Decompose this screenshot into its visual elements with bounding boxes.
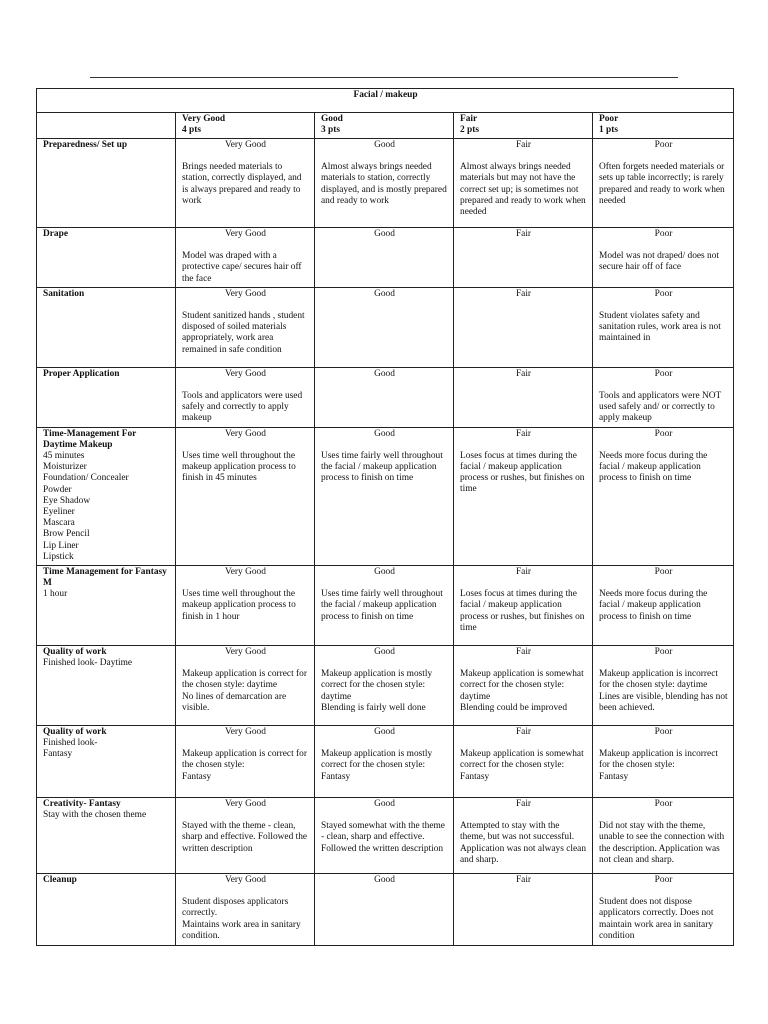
rating-description: Uses time well throughout the makeup application process to finish in 1 hour — [182, 589, 296, 622]
rating-level: Fair — [515, 647, 532, 658]
rating-level: Fair — [515, 727, 532, 738]
criterion-title: Creativity- Fantasy — [43, 799, 121, 810]
rating-cell — [593, 798, 734, 874]
rating-level: Good — [374, 799, 395, 810]
criterion-cell — [37, 228, 176, 288]
rating-description: Needs more focus during the facial / makeup application process to finish on time — [599, 450, 708, 484]
rating-level: Fair — [515, 875, 532, 886]
criterion-title: Drape — [43, 229, 68, 239]
rating-cell — [593, 367, 734, 427]
rating-cell — [593, 287, 734, 367]
rubric-row — [37, 726, 734, 798]
criterion-detail: Stay with the chosen theme — [43, 810, 147, 821]
criterion-detail: Moisturizer — [43, 462, 87, 473]
rating-level: Poor — [654, 727, 673, 738]
rating-cell — [315, 726, 454, 798]
rating-level: Good — [374, 288, 395, 299]
header-level-cell — [315, 113, 454, 139]
rubric-title: Facial / makeup — [37, 89, 734, 113]
rating-level: Poor — [654, 288, 673, 299]
rating-cell — [315, 646, 454, 726]
title-row — [37, 89, 734, 113]
rating-description: Makeup application is somewhat correct for the chosen style: daytime Blending could be improved — [460, 669, 584, 713]
rating-cell — [315, 139, 454, 228]
rating-cell — [315, 228, 454, 288]
rating-cell — [176, 427, 315, 565]
rating-description: Student violates safety and sanitation rules, work area is not maintained in — [599, 311, 721, 344]
criterion-cell — [37, 427, 176, 565]
criterion-title: Preparedness/ Set up — [43, 140, 128, 150]
rating-cell — [176, 228, 315, 288]
rating-cell — [454, 798, 593, 874]
header-criterion-cell — [37, 113, 176, 139]
criterion-title: Cleanup — [43, 875, 77, 886]
criterion-detail: Lip Liner — [43, 540, 79, 551]
rating-level: Poor — [654, 647, 673, 658]
level-points: 1 pts — [599, 124, 619, 135]
criterion-detail: Eye Shadow — [43, 495, 91, 506]
criterion-cell — [37, 287, 176, 367]
rating-level: Very Good — [225, 567, 266, 578]
rating-description: Needs more focus during the facial / makeup application process to finish on time — [599, 589, 708, 622]
criterion-title: Quality of work — [43, 727, 107, 738]
rating-description: Makeup application is somewhat correct for the chosen style: Fantasy — [460, 749, 584, 782]
rating-level: Fair — [515, 288, 532, 299]
rating-level: Good — [374, 875, 395, 886]
rating-cell — [454, 228, 593, 288]
rating-description: Loses focus at times during the facial / makeup application process or rushes, but finishes on time — [460, 450, 585, 495]
criterion-title: Quality of work — [43, 647, 107, 658]
rating-level: Very Good — [225, 288, 266, 299]
rating-description: Attempted to stay with the theme, but was not successful. Application was not always clean and sharp. — [460, 821, 587, 865]
rating-description: Makeup application is correct for the chosen style: Fantasy — [182, 749, 307, 782]
rating-description: Student sanitized hands , student disposed of soiled materials appropriately, work area remained in safe condition — [182, 311, 305, 355]
criterion-title: Sanitation — [43, 288, 85, 299]
rating-level: Good — [374, 428, 395, 439]
criterion-cell — [37, 726, 176, 798]
rating-description: Uses time well throughout the makeup application process to finish in 45 minutes — [182, 450, 296, 484]
rating-level: Poor — [654, 799, 673, 810]
rating-description: Did not stay with the theme, unable to see the connection with the description. Application was not clean and sharp. — [599, 821, 725, 865]
rating-cell — [454, 566, 593, 646]
criterion-title: Time Management for Fantasy M — [43, 567, 167, 589]
rating-cell — [176, 874, 315, 946]
criterion-cell — [37, 139, 176, 228]
rating-level: Good — [374, 647, 395, 658]
rating-cell — [454, 287, 593, 367]
rubric-table — [36, 88, 734, 946]
rubric-row — [37, 139, 734, 228]
level-points: 3 pts — [321, 124, 341, 135]
rating-cell — [176, 646, 315, 726]
rating-description: Stayed with the theme - clean, sharp and effective. Followed the written description — [182, 821, 308, 854]
criterion-detail: Lipstick — [43, 551, 74, 562]
rating-level: Fair — [515, 140, 532, 150]
rating-cell — [315, 566, 454, 646]
rating-level: Very Good — [225, 368, 266, 379]
rating-cell — [593, 139, 734, 228]
rating-cell — [315, 367, 454, 427]
rating-level: Fair — [515, 428, 532, 439]
rating-level: Fair — [515, 799, 532, 810]
rating-level: Poor — [654, 140, 673, 150]
criterion-detail: Fantasy — [43, 749, 73, 760]
rating-description: Student does not dispose applicators correctly. Does not maintain work area in sanitary condition — [599, 897, 714, 941]
rating-description: Uses time fairly well throughout the facial / makeup application process to finish on time — [321, 450, 443, 484]
rating-description: Makeup application is incorrect for the chosen style: daytime Lines are visible, blending has not been achieved. — [599, 669, 728, 713]
rubric-row — [37, 367, 734, 427]
rating-cell — [176, 287, 315, 367]
criterion-detail: Finished look- Daytime — [43, 658, 133, 669]
rating-level: Good — [374, 140, 395, 150]
rating-cell — [454, 139, 593, 228]
level-name: Fair — [460, 114, 478, 124]
rating-level: Very Good — [225, 229, 266, 239]
rating-level: Good — [374, 727, 395, 738]
rating-cell — [176, 566, 315, 646]
rubric-row — [37, 287, 734, 367]
rating-cell — [315, 427, 454, 565]
rating-cell — [315, 798, 454, 874]
criterion-cell — [37, 367, 176, 427]
rubric-row — [37, 228, 734, 288]
criterion-detail: Foundation/ Concealer — [43, 473, 129, 484]
header-row — [37, 113, 734, 139]
rating-cell — [454, 874, 593, 946]
rating-description: Uses time fairly well throughout the facial / makeup application process to finish on time — [321, 589, 443, 622]
criterion-detail: Eyeliner — [43, 507, 75, 518]
rating-cell — [454, 367, 593, 427]
rating-description: Almost always brings needed materials to station, correctly displayed, and is mostly prepared and ready to work — [321, 162, 447, 206]
header-level-cell — [593, 113, 734, 139]
rating-description: Model was not draped/ does not secure hair off of face — [599, 251, 720, 273]
rating-description: Makeup application is correct for the chosen style: daytime No lines of demarcation are visible. — [182, 669, 307, 713]
rating-level: Good — [374, 368, 395, 379]
rating-description: Almost always brings needed materials but may not have the correct set up; is sometimes not prepared and ready to work when needed — [460, 162, 586, 218]
rating-description: Student disposes applicators correctly. Maintains work area in sanitary condition. — [182, 897, 301, 941]
rating-level: Poor — [654, 567, 673, 578]
rating-cell — [593, 228, 734, 288]
rating-cell — [315, 287, 454, 367]
rating-level: Good — [374, 567, 395, 578]
rubric-row — [37, 427, 734, 565]
rating-cell — [176, 139, 315, 228]
rubric-row — [37, 566, 734, 646]
rating-level: Poor — [654, 368, 673, 379]
rating-cell — [315, 874, 454, 946]
level-points: 4 pts — [182, 124, 202, 135]
rating-description: Makeup application is mostly correct for the chosen style: Fantasy — [321, 749, 433, 782]
rating-level: Poor — [654, 428, 673, 439]
rating-level: Fair — [515, 229, 532, 239]
rating-level: Very Good — [225, 428, 266, 439]
rating-cell — [176, 798, 315, 874]
criterion-title: Time-Management For Daytime Makeup — [43, 428, 137, 450]
rating-description: Makeup application is incorrect for the chosen style: Fantasy — [599, 749, 718, 782]
criterion-cell — [37, 646, 176, 726]
rating-cell — [176, 726, 315, 798]
rating-cell — [454, 646, 593, 726]
rating-level: Poor — [654, 875, 673, 886]
rating-cell — [593, 726, 734, 798]
criterion-detail: Brow Pencil — [43, 529, 90, 540]
rating-description: Tools and applicators were used safely and correctly to apply makeup — [182, 391, 303, 424]
rating-cell — [593, 566, 734, 646]
rating-level: Very Good — [225, 799, 266, 810]
top-divider — [90, 77, 678, 78]
rating-level: Fair — [515, 567, 532, 578]
rating-level: Very Good — [225, 140, 266, 150]
level-name: Good — [321, 114, 343, 124]
rating-cell — [454, 427, 593, 565]
criterion-cell — [37, 874, 176, 946]
rating-level: Good — [374, 229, 395, 239]
rating-description: Brings needed materials to station, correctly displayed, and is always prepared and ready to work — [182, 162, 302, 206]
rating-description: Tools and applicators were NOT used safely and/ or correctly to apply makeup — [599, 391, 722, 424]
rating-description: Often forgets needed materials or sets up table incorrectly; is rarely prepared and ready to work when needed — [599, 162, 725, 206]
rating-level: Very Good — [225, 875, 266, 886]
criterion-detail: Mascara — [43, 518, 75, 529]
header-level-cell — [176, 113, 315, 139]
rubric-row — [37, 798, 734, 874]
criterion-detail: 1 hour — [43, 589, 68, 600]
level-name: Very Good — [182, 114, 226, 124]
rubric-row — [37, 874, 734, 946]
rating-level: Very Good — [225, 727, 266, 738]
criterion-detail: Finished look- — [43, 738, 98, 749]
rating-description: Makeup application is mostly correct for the chosen style: daytime Blending is fairly well done — [321, 669, 433, 713]
rating-cell — [593, 874, 734, 946]
rating-description: Stayed somewhat with the theme - clean, sharp and effective. Followed the written description — [321, 821, 445, 854]
rating-level: Very Good — [225, 647, 266, 658]
criterion-title: Proper Application — [43, 368, 120, 379]
criterion-cell — [37, 798, 176, 874]
level-points: 2 pts — [460, 124, 480, 135]
criterion-detail: Powder — [43, 484, 72, 495]
header-level-cell — [454, 113, 593, 139]
level-name: Poor — [599, 114, 619, 124]
rating-cell — [176, 367, 315, 427]
rating-cell — [593, 427, 734, 565]
rating-level: Poor — [654, 229, 673, 239]
rating-cell — [454, 726, 593, 798]
rating-description: Loses focus at times during the facial / makeup application process or rushes, but finishes on time — [460, 589, 585, 633]
rating-cell — [593, 646, 734, 726]
rating-description: Model was draped with a protective cape/ secures hair off the face — [182, 251, 302, 284]
rubric-row — [37, 646, 734, 726]
rating-level: Fair — [515, 368, 532, 379]
criterion-detail: 45 minutes — [43, 451, 85, 462]
criterion-cell — [37, 566, 176, 646]
